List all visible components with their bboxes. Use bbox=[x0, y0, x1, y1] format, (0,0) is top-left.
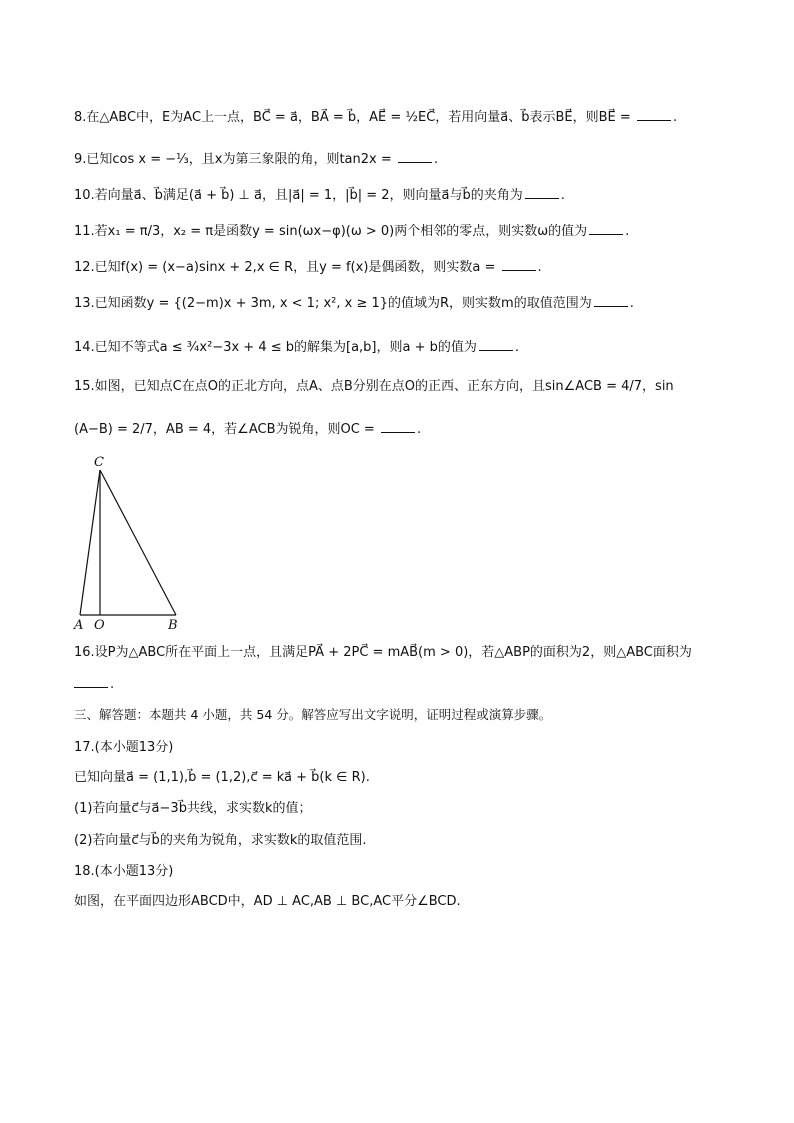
answer-blank[interactable] bbox=[381, 420, 415, 433]
question-17-part-2 bbox=[74, 831, 734, 851]
answer-blank[interactable] bbox=[525, 186, 559, 199]
answer-blank[interactable] bbox=[502, 258, 536, 271]
question-10: 10.若向量a⃗、b⃗满足(a⃗ + b⃗) ⊥ a⃗，且|a⃗| = 1，|b⃗| = 2，则向量a⃗与b⃗的夹角为 . bbox=[74, 188, 565, 203]
question-17-stem-text: 已知向量a⃗ = (1,1),b⃗ = (1,2),c⃗ = ka⃗ + b⃗(k ∈ R). bbox=[74, 770, 370, 785]
answer-blank[interactable] bbox=[479, 338, 513, 351]
answer-blank[interactable] bbox=[74, 675, 108, 688]
answer-blank[interactable] bbox=[594, 294, 628, 307]
question-16-line-2: . bbox=[74, 675, 734, 695]
question-11: 11.若x₁ = π/3，x₂ = π是函数y = sin(ωx−φ)(ω > 0)两个相邻的零点，则实数ω的值为 . bbox=[74, 224, 630, 239]
question-18-stem bbox=[74, 892, 734, 912]
question-15-text-1: 15.如图，已知点C在点O的正北方向，点A、点B分别在点O的正西、正东方向，且sin∠ACB = 4/7，sin bbox=[74, 379, 674, 394]
question-16-line-1 bbox=[74, 643, 734, 663]
answer-blank[interactable] bbox=[398, 150, 432, 163]
question-12-text: 12.已知f(x) = (x−a)sinx + 2,x ∈ R，且y = f(x)是偶函数，则实数a = bbox=[74, 260, 500, 275]
question-17-title-text: 17.(本小题13分) bbox=[74, 740, 174, 755]
label-a: A bbox=[74, 618, 84, 632]
section-3-heading bbox=[74, 705, 734, 725]
question-17-part-1-text: (1)若向量c⃗与a⃗−3b⃗共线，求实数k的值； bbox=[74, 801, 312, 816]
question-12: 12.已知f(x) = (x−a)sinx + 2,x ∈ R，且y = f(x)是偶函数，则实数a = . bbox=[74, 260, 542, 275]
answer-blank[interactable] bbox=[637, 108, 671, 121]
section-3-heading-text: 三、解答题：本题共 4 小题，共 54 分。解答应写出文字说明，证明过程或演算步骤。 bbox=[74, 707, 552, 722]
question-14: 14.已知不等式a ≤ ¾x²−3x + 4 ≤ b的解集为[a,b]，则a + b的值为 . bbox=[74, 340, 520, 355]
question-9-text: 9.已知cos x = −⅓，且x为第三象限的角，则tan2x = bbox=[74, 152, 396, 167]
question-18-title bbox=[74, 862, 734, 882]
question-10-text: 10.若向量a⃗、b⃗满足(a⃗ + b⃗) ⊥ a⃗，且|a⃗| = 1，|b⃗| = 2，则向量a⃗与b⃗的夹角为 bbox=[74, 188, 523, 203]
question-16-text: 16.设P为△ABC所在平面上一点，且满足PA⃗ + 2PC⃗ = mAB⃗(m > 0)，若△ABP的面积为2，则△ABC面积为 bbox=[74, 645, 692, 660]
question-9: 9.已知cos x = −⅓，且x为第三象限的角，则tan2x = . bbox=[74, 152, 439, 167]
question-13: 13.已知函数y = {(2−m)x + 3m, x < 1; x², x ≥ 1}的值域为R，则实数m的取值范围为 . bbox=[74, 296, 634, 311]
label-b: B bbox=[168, 618, 178, 632]
answer-blank[interactable] bbox=[589, 222, 623, 235]
triangle-figure bbox=[70, 452, 190, 632]
question-14-text: 14.已知不等式a ≤ ¾x²−3x + 4 ≤ b的解集为[a,b]，则a + b的值为 bbox=[74, 340, 477, 355]
triangle-diagram bbox=[70, 452, 190, 632]
segment-ac bbox=[80, 470, 100, 615]
label-o: O bbox=[94, 618, 105, 632]
question-18-title-text: 18.(本小题13分) bbox=[74, 864, 174, 879]
question-13-text: 13.已知函数y = {(2−m)x + 3m, x < 1; x², x ≥ 1}的值域为R，则实数m的取值范围为 bbox=[74, 296, 592, 311]
question-11-text: 11.若x₁ = π/3，x₂ = π是函数y = sin(ωx−φ)(ω > 0)两个相邻的零点，则实数ω的值为 bbox=[74, 224, 588, 239]
question-8: 8.在△ABC中，E为AC上一点，BC⃗ = a⃗，BA⃗ = b⃗，AE⃗ = ½EC⃗，若用向量a⃗、b⃗表示BE⃗，则BE⃗ = . bbox=[74, 110, 678, 125]
question-17-part-2-text: (2)若向量c⃗与b⃗的夹角为锐角，求实数k的取值范围. bbox=[74, 833, 367, 848]
question-17-title bbox=[74, 738, 734, 758]
question-15-text-2: (A−B) = 2/7，AB = 4，若∠ACB为锐角，则OC = bbox=[74, 422, 379, 437]
question-17-part-1 bbox=[74, 799, 734, 819]
question-17-stem bbox=[74, 768, 734, 788]
segment-bc bbox=[100, 470, 176, 615]
question-8-text: 8.在△ABC中，E为AC上一点，BC⃗ = a⃗，BA⃗ = b⃗，AE⃗ = ½EC⃗，若用向量a⃗、b⃗表示BE⃗，则BE⃗ = bbox=[74, 110, 635, 125]
question-18-stem-text: 如图，在平面四边形ABCD中，AD ⊥ AC,AB ⊥ BC,AC平分∠BCD. bbox=[74, 894, 461, 909]
question-15-line-1 bbox=[74, 377, 734, 397]
question-15-line-2: (A−B) = 2/7，AB = 4，若∠ACB为锐角，则OC = . bbox=[74, 422, 422, 437]
label-c: C bbox=[94, 455, 104, 470]
